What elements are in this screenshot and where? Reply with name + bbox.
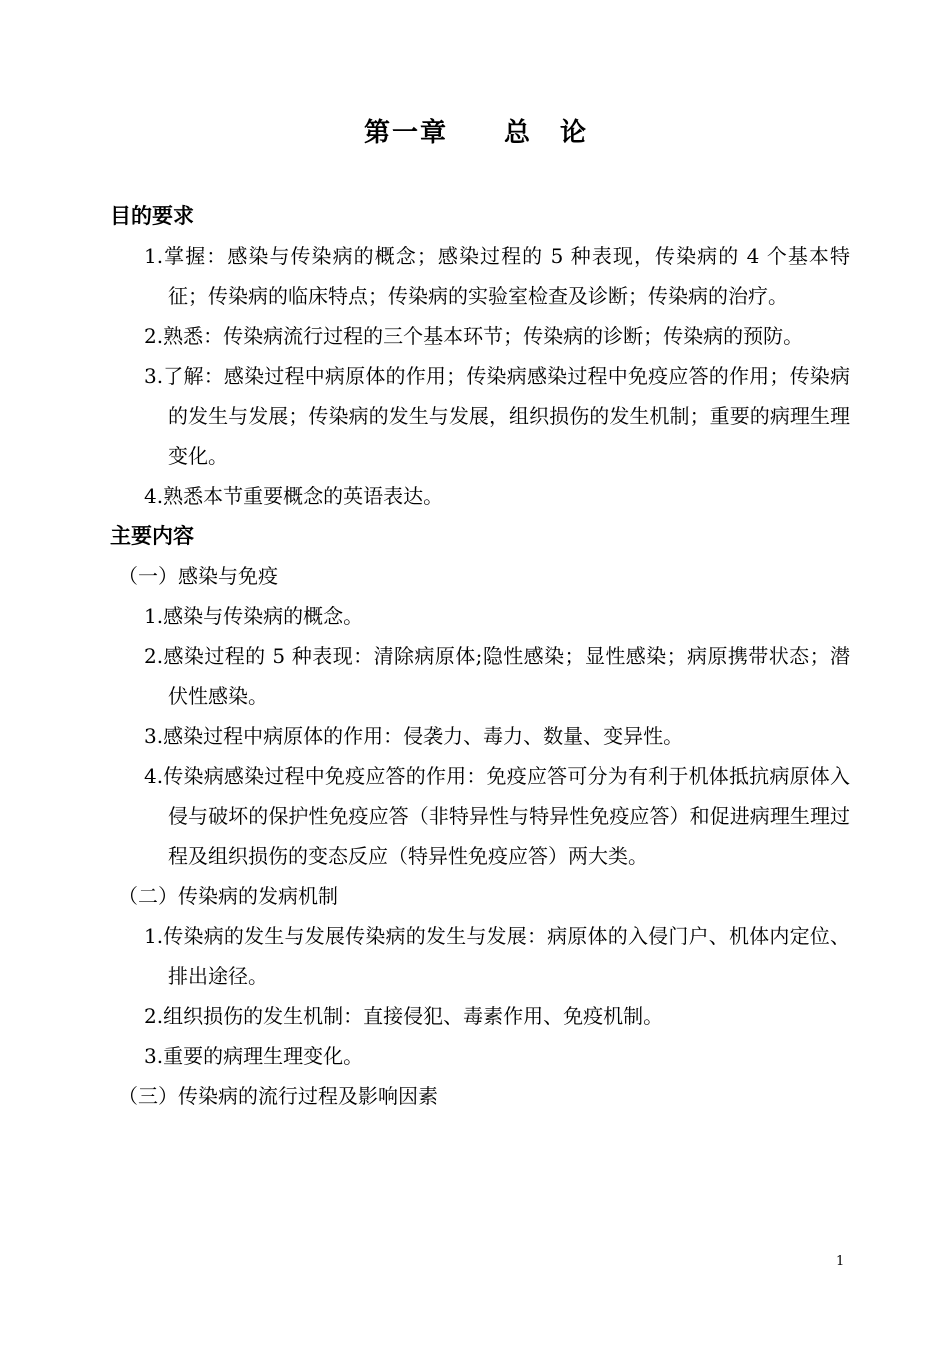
objective-item-3: 3.了解：感染过程中病原体的作用；传染病感染过程中免疫应答的作用；传染病的发生与发展；传染病的发生与发展，组织损伤的发生机制；重要的病理生理变化。 [144, 364, 850, 468]
subsection-title-2: （二）传染病的发病机制 [118, 884, 338, 908]
content-item-1-1: 1.感染与传染病的概念。 [144, 604, 364, 628]
content-item-1-4: 4.传染病感染过程中免疫应答的作用：免疫应答可分为有利于机体抵抗病原体入侵与破坏的保护性免疫应答（非特异性与特异性免疫应答）和促进病理生理过程及组织损伤的变态反应（特异性免疫应答）两大类。 [144, 764, 850, 868]
content-heading: 主要内容 [110, 524, 194, 548]
chapter-title: 第一章 总 论 [363, 118, 588, 148]
page-number: 1 [836, 1254, 845, 1269]
objective-item-2: 2.熟悉：传染病流行过程的三个基本环节；传染病的诊断；传染病的预防。 [144, 324, 804, 348]
subsection-title-1: （一）感染与免疫 [118, 564, 278, 588]
page-content [110, 196, 850, 1116]
objective-item-4: 4.熟悉本节重要概念的英语表达。 [144, 484, 444, 508]
objective-item-1: 1.掌握：感染与传染病的概念；感染过程的 5 种表现，传染病的 4 个基本特征；传染病的临床特点；传染病的实验室检查及诊断；传染病的治疗。 [144, 244, 850, 308]
objectives-heading: 目的要求 [110, 204, 194, 228]
content-item-1-3: 3.感染过程中病原体的作用：侵袭力、毒力、数量、变异性。 [144, 724, 684, 748]
content-item-2-2: 2.组织损伤的发生机制：直接侵犯、毒素作用、免疫机制。 [144, 1004, 664, 1028]
content-item-1-2: 2.感染过程的 5 种表现：清除病原体;隐性感染；显性感染；病原携带状态；潜伏性感染。 [144, 644, 850, 708]
content-item-2-3: 3.重要的病理生理变化。 [144, 1044, 364, 1068]
content-item-2-1: 1.传染病的发生与发展传染病的发生与发展：病原体的入侵门户、机体内定位、排出途径。 [144, 924, 850, 988]
subsection-title-3: （三）传染病的流行过程及影响因素 [118, 1084, 438, 1108]
